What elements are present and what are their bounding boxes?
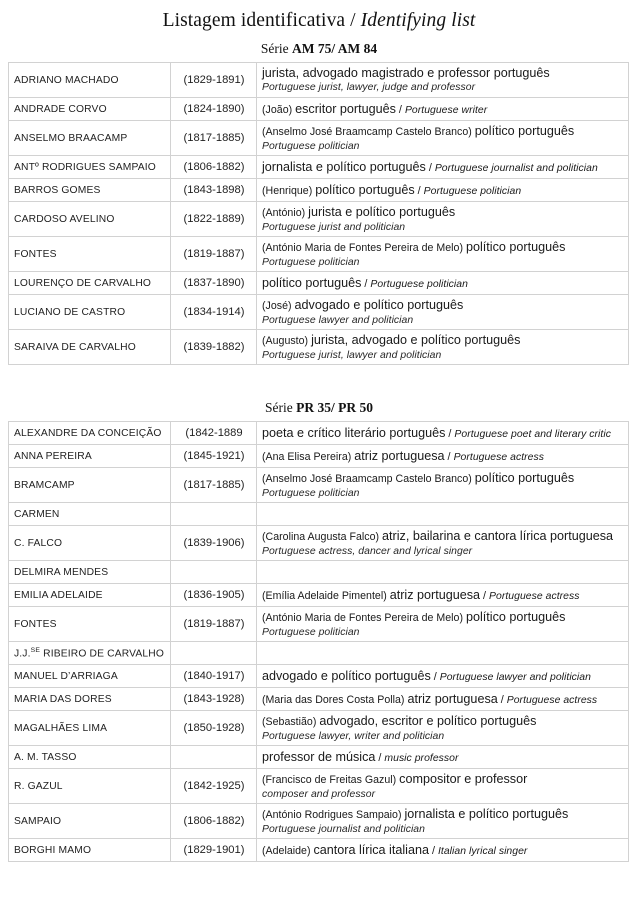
description-pt-text: jurista, advogado e político português — [311, 333, 521, 348]
description-en-line: Portuguese journalist and politician — [262, 823, 425, 835]
description-pt-text: advogado e político português — [294, 298, 464, 313]
description-en-text: Portuguese politician — [423, 185, 522, 197]
life-dates-text: (1843-1898) — [183, 184, 245, 196]
cell-description — [257, 711, 629, 746]
cell-life-dates — [171, 63, 257, 98]
life-dates-text: (1839-1906) — [183, 537, 245, 549]
cell-description — [257, 746, 629, 769]
description-pt-line — [262, 425, 624, 442]
series-heading-code: AM 75/ AM 84 — [292, 41, 378, 56]
description-pt-line — [262, 668, 624, 685]
description-pt-line — [262, 332, 624, 349]
cell-description — [257, 156, 629, 179]
page-title-pt: Listagem identificativa — [162, 10, 346, 31]
life-dates-text: (1822-1889) — [183, 213, 245, 225]
table-row — [9, 665, 629, 688]
person-name-text: A. M. TASSO — [14, 751, 77, 763]
description-full-name-paren: (Emília Adelaide Pimentel) — [262, 589, 390, 602]
description-en-line: Portuguese politician — [262, 256, 360, 268]
cell-person-name — [9, 561, 171, 584]
table-row — [9, 121, 629, 156]
description-pt-text: professor de música — [262, 749, 376, 764]
cell-person-name — [9, 607, 171, 642]
cell-person-name — [9, 839, 171, 862]
cell-life-dates — [171, 422, 257, 445]
description-full-name-paren: (Ana Elisa Pereira) — [262, 450, 355, 463]
cell-life-dates — [171, 584, 257, 607]
description-pt-text: advogado e político português — [262, 668, 431, 683]
description-pt-line — [262, 528, 624, 545]
description-en-line: Portuguese politician — [262, 487, 360, 499]
description-pt-line — [262, 470, 624, 487]
table-row — [9, 468, 629, 503]
cell-person-name — [9, 503, 171, 526]
cell-life-dates — [171, 330, 257, 365]
person-name-text: C. FALCO — [14, 537, 63, 549]
description-full-name-paren: (António Maria de Fontes Pereira de Melo) — [262, 242, 466, 255]
life-dates-text: (1817-1885) — [183, 132, 245, 144]
description-full-name-paren: (Carolina Augusta Falco) — [262, 531, 383, 544]
description-pt-line — [262, 587, 624, 604]
cell-person-name — [9, 526, 171, 561]
description-en-line: composer and professor — [262, 788, 376, 800]
description-pt-line — [262, 806, 624, 823]
description-pt-line — [262, 159, 624, 176]
cell-person-name — [9, 121, 171, 156]
description-full-name-paren: (Sebastião) — [262, 716, 320, 729]
cell-description — [257, 179, 629, 202]
person-name-text: ANTº RODRIGUES SAMPAIO — [14, 161, 156, 173]
person-name-text: BORGHI MAMO — [14, 844, 92, 856]
cell-description — [257, 272, 629, 295]
description-en-line: Portuguese jurist and politician — [262, 221, 406, 233]
cell-person-name — [9, 711, 171, 746]
description-en-line: Portuguese actress, dancer and lyrical singer — [262, 545, 473, 557]
description-pt-line — [262, 691, 624, 708]
description-separator: / — [444, 450, 454, 463]
table-row — [9, 688, 629, 711]
description-pt-line — [262, 609, 624, 626]
table-row — [9, 63, 629, 98]
description-pt-text: atriz portuguesa — [389, 587, 481, 602]
description-pt-text: escritor português — [295, 101, 396, 116]
description-en-line: Portuguese jurist, lawyer and politician — [262, 349, 442, 361]
person-name-text: ANDRADE CORVO — [14, 103, 107, 115]
person-name-text: LUCIANO DE CASTRO — [14, 306, 126, 318]
description-pt-line — [262, 182, 624, 199]
description-en-text: Portuguese actress — [453, 451, 544, 463]
table-row — [9, 272, 629, 295]
cell-description — [257, 839, 629, 862]
description-full-name-paren: (Adelaide) — [262, 844, 314, 857]
cell-person-name — [9, 272, 171, 295]
cell-description — [257, 804, 629, 839]
description-full-name-paren: (Henrique) — [262, 184, 316, 197]
life-dates-text: (1839-1882) — [183, 341, 245, 353]
page-title-en: Identifying list — [360, 10, 476, 31]
description-full-name-paren: (Augusto) — [262, 335, 312, 348]
description-en-line: Portuguese lawyer, writer and politician — [262, 730, 445, 742]
cell-description — [257, 445, 629, 468]
table-row — [9, 711, 629, 746]
description-en-line: Portuguese lawyer and politician — [262, 314, 414, 326]
life-dates-text: (1836-1905) — [183, 589, 245, 601]
description-full-name-paren: (António) — [262, 207, 309, 220]
description-pt-text: político português — [262, 275, 362, 290]
description-full-name-paren: (António Maria de Fontes Pereira de Melo) — [262, 612, 466, 625]
cell-life-dates — [171, 711, 257, 746]
cell-person-name — [9, 63, 171, 98]
description-separator: / — [425, 161, 435, 174]
cell-description — [257, 688, 629, 711]
description-en-text: Portuguese politician — [370, 278, 468, 290]
description-pt-line — [262, 448, 624, 465]
description-pt-line — [262, 65, 624, 81]
cell-person-name — [9, 156, 171, 179]
description-en-text: Portuguese poet and literary critic — [454, 428, 611, 440]
description-pt-text: atriz portuguesa — [354, 448, 445, 463]
table-row — [9, 607, 629, 642]
life-dates-text: (1842-1889 — [185, 427, 243, 439]
listing-table-wrapper — [0, 421, 638, 862]
cell-life-dates — [171, 665, 257, 688]
section-gap — [0, 365, 638, 391]
cell-life-dates — [171, 445, 257, 468]
cell-person-name — [9, 769, 171, 804]
cell-life-dates — [171, 468, 257, 503]
table-row — [9, 295, 629, 330]
description-pt-line — [262, 771, 624, 788]
description-separator: / — [497, 693, 507, 706]
person-name-text: LOURENÇO DE CARVALHO — [14, 277, 152, 289]
cell-person-name — [9, 642, 171, 665]
cell-description — [257, 63, 629, 98]
person-name-text: ANSELMO BRAACAMP — [14, 132, 128, 144]
cell-description — [257, 98, 629, 121]
table-row — [9, 422, 629, 445]
description-pt-text: político português — [465, 610, 566, 625]
life-dates-text: (1806-1882) — [183, 815, 245, 827]
cell-description — [257, 526, 629, 561]
cell-person-name — [9, 422, 171, 445]
cell-life-dates — [171, 804, 257, 839]
cell-description — [257, 422, 629, 445]
series-heading-label: Série — [260, 41, 292, 56]
cell-description — [257, 561, 629, 584]
series-heading — [0, 400, 638, 416]
description-separator: / — [361, 277, 371, 290]
table-row — [9, 642, 629, 665]
description-en-text: Portuguese lawyer and politician — [439, 671, 591, 683]
cell-description — [257, 295, 629, 330]
description-full-name-paren: (António Rodrigues Sampaio) — [262, 809, 405, 822]
description-pt-text: cantora lírica italiana — [313, 842, 429, 857]
description-pt-line — [262, 101, 624, 118]
description-pt-text: jurista, advogado magistrado e professor português — [262, 66, 550, 81]
cell-description — [257, 584, 629, 607]
description-pt-line — [262, 842, 624, 859]
description-separator: / — [445, 427, 455, 440]
person-name-text: BARROS GOMES — [14, 184, 101, 196]
life-dates-text: (1837-1890) — [183, 277, 245, 289]
life-dates-text: (1845-1921) — [183, 450, 245, 462]
description-en-text: Italian lyrical singer — [437, 845, 528, 857]
cell-description — [257, 121, 629, 156]
cell-life-dates — [171, 769, 257, 804]
cell-person-name — [9, 584, 171, 607]
cell-person-name — [9, 98, 171, 121]
listing-table — [8, 421, 629, 862]
table-row — [9, 839, 629, 862]
table-row — [9, 98, 629, 121]
life-dates-text: (1850-1928) — [183, 722, 245, 734]
cell-person-name — [9, 804, 171, 839]
description-en-line: Portuguese politician — [262, 140, 360, 152]
cell-person-name — [9, 445, 171, 468]
cell-life-dates — [171, 272, 257, 295]
life-dates-text: (1840-1917) — [183, 670, 245, 682]
table-row — [9, 445, 629, 468]
description-pt-text: compositor e professor — [399, 772, 528, 787]
description-separator: / — [375, 751, 385, 764]
cell-life-dates — [171, 642, 257, 665]
description-pt-line — [262, 749, 624, 766]
person-name-text: MAGALHÃES LIMA — [14, 722, 108, 734]
person-name-text: DELMIRA MENDES — [14, 566, 109, 578]
table-row — [9, 561, 629, 584]
cell-description — [257, 503, 629, 526]
description-pt-text: jornalista e político português — [404, 807, 569, 822]
description-separator: / — [395, 103, 405, 116]
cell-description — [257, 769, 629, 804]
table-row — [9, 584, 629, 607]
cell-life-dates — [171, 237, 257, 272]
cell-person-name — [9, 179, 171, 202]
series-heading — [0, 41, 638, 57]
person-name-text: MANUEL D’ARRIAGA — [14, 670, 118, 682]
person-name-suffix: RIBEIRO DE CARVALHO — [40, 648, 165, 660]
cell-life-dates — [171, 503, 257, 526]
description-en-line: Portuguese jurist, lawyer, judge and professor — [262, 82, 476, 94]
cell-life-dates — [171, 156, 257, 179]
description-full-name-paren: (Anselmo José Braamcamp Castelo Branco) — [262, 473, 475, 486]
description-pt-text: atriz, bailarina e cantora lírica portuguesa — [382, 529, 614, 544]
description-en-text: Portuguese actress — [506, 694, 598, 706]
description-pt-line — [262, 204, 624, 221]
table-row — [9, 237, 629, 272]
table-row — [9, 804, 629, 839]
listing-table — [8, 62, 629, 365]
life-dates-text: (1829-1901) — [183, 844, 245, 856]
person-name-text: ADRIANO MACHADO — [14, 74, 119, 86]
life-dates-text: (1829-1891) — [183, 74, 245, 86]
cell-description — [257, 202, 629, 237]
person-name-text: MARIA DAS DORES — [14, 693, 112, 705]
table-row — [9, 746, 629, 769]
cell-life-dates — [171, 179, 257, 202]
description-pt-text: poeta e crítico literário português — [262, 425, 446, 440]
description-separator: / — [414, 184, 424, 197]
cell-life-dates — [171, 202, 257, 237]
cell-description — [257, 642, 629, 665]
cell-person-name — [9, 688, 171, 711]
description-pt-line — [262, 713, 624, 730]
life-dates-text: (1806-1882) — [183, 161, 245, 173]
description-full-name-paren: (José) — [262, 300, 295, 313]
person-name-prefix: J.J. — [14, 648, 31, 660]
description-en-text: music professor — [384, 752, 459, 764]
description-full-name-paren: (Maria das Dores Costa Polla) — [262, 693, 408, 706]
description-separator: / — [428, 844, 438, 857]
person-name-text: FONTES — [14, 618, 57, 630]
person-name-text: FONTES — [14, 248, 57, 260]
description-full-name-paren: (Anselmo José Braamcamp Castelo Branco) — [262, 126, 475, 139]
description-full-name-paren: (Francisco de Freitas Gazul) — [262, 774, 400, 787]
table-row — [9, 769, 629, 804]
description-pt-line — [262, 297, 624, 314]
table-row — [9, 179, 629, 202]
person-name-text: ANNA PEREIRA — [14, 450, 92, 462]
cell-person-name — [9, 295, 171, 330]
person-name-text: SARAIVA DE CARVALHO — [14, 341, 136, 353]
description-pt-text: político português — [315, 182, 415, 197]
cell-life-dates — [171, 839, 257, 862]
description-en-text: Portuguese journalist and politician — [434, 162, 598, 174]
description-pt-line — [262, 275, 624, 292]
table-row — [9, 202, 629, 237]
life-dates-text: (1817-1885) — [183, 479, 245, 491]
cell-life-dates — [171, 295, 257, 330]
cell-person-name — [9, 665, 171, 688]
sections-container — [0, 41, 638, 862]
cell-life-dates — [171, 98, 257, 121]
person-name-text: ALEXANDRE DA CONCEIÇÃO — [14, 427, 162, 439]
description-separator: / — [480, 589, 490, 602]
cell-life-dates — [171, 526, 257, 561]
table-row — [9, 156, 629, 179]
cell-life-dates — [171, 121, 257, 156]
life-dates-text: (1843-1928) — [183, 693, 245, 705]
series-heading-code: PR 35/ PR 50 — [296, 400, 373, 415]
person-name-text: R. GAZUL — [14, 780, 63, 792]
person-name-text: CARMEN — [14, 508, 60, 520]
description-pt-text: político português — [465, 240, 566, 255]
person-name-text: CARDOSO AVELINO — [14, 213, 115, 225]
person-name-text: SAMPAIO — [14, 815, 62, 827]
cell-description — [257, 468, 629, 503]
life-dates-text: (1824-1890) — [183, 103, 245, 115]
cell-person-name — [9, 237, 171, 272]
cell-description — [257, 665, 629, 688]
cell-person-name — [9, 330, 171, 365]
life-dates-text: (1819-1887) — [183, 618, 245, 630]
description-pt-line — [262, 239, 624, 256]
table-row — [9, 526, 629, 561]
series-heading-label: Série — [265, 400, 297, 415]
cell-description — [257, 607, 629, 642]
cell-life-dates — [171, 746, 257, 769]
table-row — [9, 503, 629, 526]
person-name-superscript: SE — [30, 646, 41, 654]
description-pt-text: político português — [474, 471, 575, 486]
cell-life-dates — [171, 561, 257, 584]
page-title — [0, 0, 638, 32]
cell-description — [257, 237, 629, 272]
person-name-text: BRAMCAMP — [14, 479, 75, 491]
description-pt-text: advogado, escritor e político português — [319, 714, 537, 729]
description-en-text: Portuguese actress — [489, 590, 580, 602]
cell-person-name — [9, 746, 171, 769]
description-pt-line — [262, 123, 624, 140]
life-dates-text: (1819-1887) — [183, 248, 245, 260]
description-separator: / — [430, 670, 440, 683]
cell-person-name — [9, 202, 171, 237]
description-en-text: Portuguese writer — [404, 104, 488, 116]
cell-life-dates — [171, 688, 257, 711]
table-row — [9, 330, 629, 365]
listing-table-wrapper — [0, 62, 638, 365]
life-dates-text: (1834-1914) — [183, 306, 245, 318]
description-pt-text: político português — [474, 124, 575, 139]
person-name-text: EMILIA ADELAIDE — [14, 589, 103, 601]
cell-life-dates — [171, 607, 257, 642]
description-pt-text: jornalista e político português — [262, 159, 426, 174]
description-full-name-paren: (João) — [262, 103, 296, 116]
description-pt-text: jurista e político português — [308, 205, 456, 220]
description-en-line: Portuguese politician — [262, 626, 360, 638]
description-pt-text: atriz portuguesa — [407, 691, 498, 706]
cell-description — [257, 330, 629, 365]
page-title-separator: / — [345, 10, 361, 31]
life-dates-text: (1842-1925) — [183, 780, 245, 792]
cell-person-name — [9, 468, 171, 503]
